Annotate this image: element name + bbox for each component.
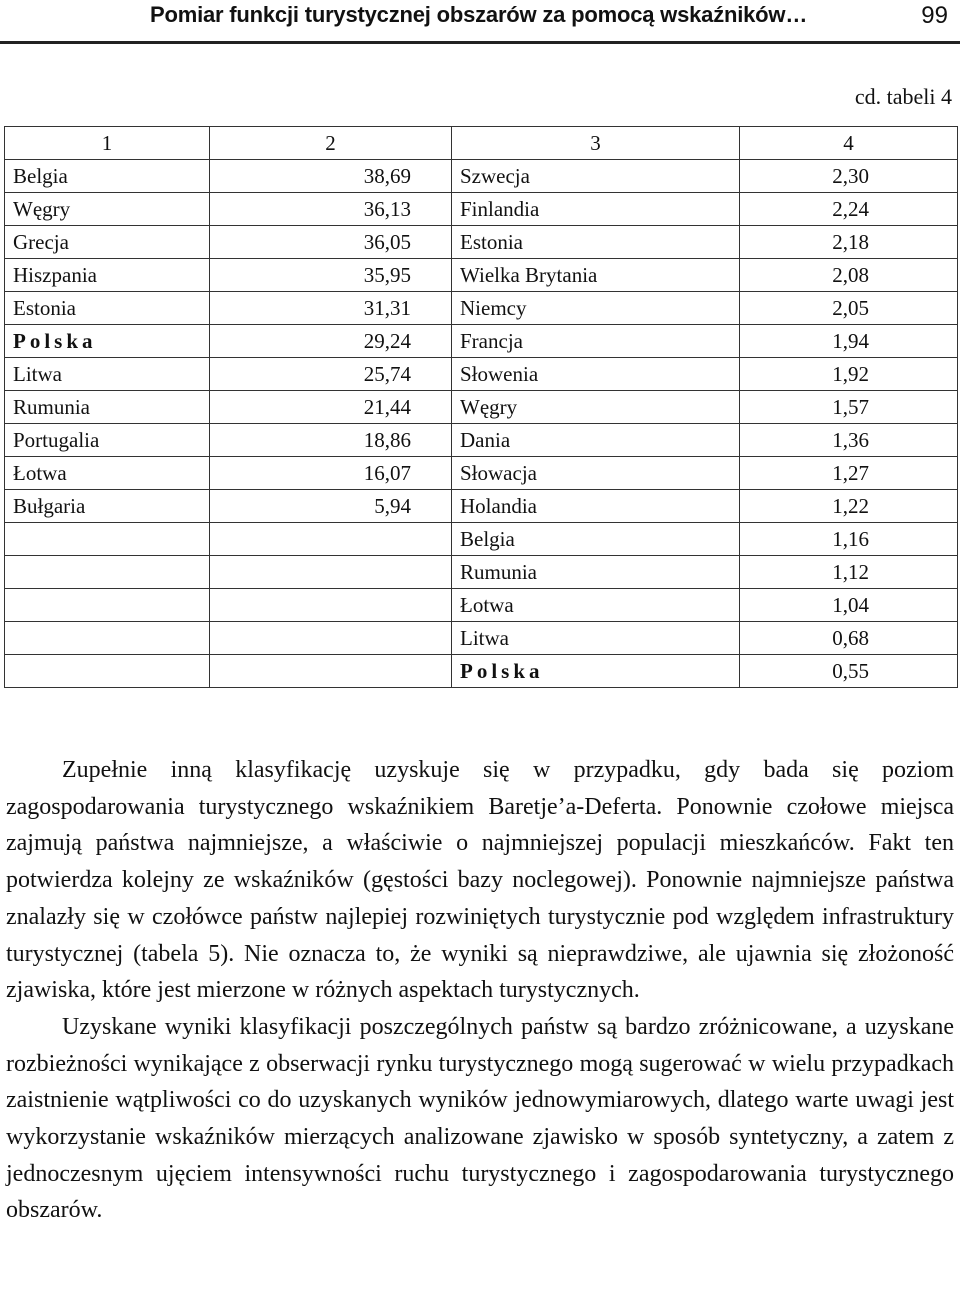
table-row	[5, 226, 958, 259]
table-row	[5, 457, 958, 490]
country-cell: Grecja	[5, 226, 210, 259]
table-row	[5, 358, 958, 391]
value-cell	[210, 523, 452, 556]
paragraph: Uzyskane wyniki klasyfikacji poszczególnych państw są bardzo zróżnicowane, a uzyskane rozbieżności wynikające z obserwacji rynku turystycznego mogą sugerować w wielu przypadkach zaistnienie wątpliwości co do uzyskanych wyników jednowymiarowych, dlatego warte uwagi jest wykorzystanie wskaźników mierzących analizowane zjawisko w sposób syntetyczny, a zatem z jednoczesnym ujęciem intensywności ruchu turystycznego i zagospodarowania turystycznego obszarów.	[6, 1013, 954, 1224]
value-cell: 5,94	[210, 490, 452, 523]
country-cell: Belgia	[5, 160, 210, 193]
table-row	[5, 490, 958, 523]
column-header: 1	[5, 127, 210, 160]
country-cell: Litwa	[452, 622, 740, 655]
country-cell: Węgry	[5, 193, 210, 226]
value-cell: 2,30	[740, 160, 958, 193]
table-row	[5, 523, 958, 556]
value-cell: 2,05	[740, 292, 958, 325]
column-header: 2	[210, 127, 452, 160]
country-cell: Wielka Brytania	[452, 259, 740, 292]
value-cell: 29,24	[210, 325, 452, 358]
value-cell: 36,05	[210, 226, 452, 259]
country-cell: Węgry	[452, 391, 740, 424]
country-cell: Polska	[452, 655, 740, 688]
country-cell: Francja	[452, 325, 740, 358]
country-cell: Dania	[452, 424, 740, 457]
value-cell: 0,68	[740, 622, 958, 655]
table-row	[5, 292, 958, 325]
value-cell: 2,18	[740, 226, 958, 259]
table-row	[5, 259, 958, 292]
value-cell: 38,69	[210, 160, 452, 193]
country-cell: Słowenia	[452, 358, 740, 391]
value-cell: 1,12	[740, 556, 958, 589]
country-cell	[5, 556, 210, 589]
country-cell: Estonia	[452, 226, 740, 259]
table-body	[5, 160, 958, 688]
column-header: 4	[740, 127, 958, 160]
country-cell: Łotwa	[5, 457, 210, 490]
value-cell: 36,13	[210, 193, 452, 226]
table-row	[5, 655, 958, 688]
country-cell: Łotwa	[452, 589, 740, 622]
value-cell	[210, 556, 452, 589]
paragraph: Zupełnie inną klasyfikację uzyskuje się w przypadku, gdy bada się poziom zagospodarowania turystycznego wskaźnikiem Baretje’a-Deferta. Ponownie czołowe miejsca zajmują państwa najmniejsze, a właściwie o najmniejszej populacji mieszkańców. Fakt ten potwierdza kolejny ze wskaźników (gęstości bazy noclegowej). Ponownie najmniejsze państwa znalazły się w czołówce państw najlepiej rozwiniętych turystycznie pod względem infrastruktury turystycznej (tabela 5). Nie oznacza to, że wyniki są nieprawdziwe, ale ujawnia się złożoność zjawiska, które jest mierzone w różnych aspektach turystycznych.	[6, 757, 954, 1004]
table-row	[5, 325, 958, 358]
value-cell	[210, 589, 452, 622]
country-cell	[5, 589, 210, 622]
country-cell: Finlandia	[452, 193, 740, 226]
table-row	[5, 193, 958, 226]
value-cell: 1,36	[740, 424, 958, 457]
country-cell: Belgia	[452, 523, 740, 556]
value-cell: 31,31	[210, 292, 452, 325]
value-cell: 2,24	[740, 193, 958, 226]
value-cell: 1,94	[740, 325, 958, 358]
value-cell: 21,44	[210, 391, 452, 424]
country-cell: Rumunia	[452, 556, 740, 589]
country-cell: Hiszpania	[5, 259, 210, 292]
value-cell: 25,74	[210, 358, 452, 391]
country-cell: Rumunia	[5, 391, 210, 424]
country-cell: Bułgaria	[5, 490, 210, 523]
header-title: Pomiar funkcji turystycznej obszarów za pomocą wskaźników…	[150, 2, 808, 27]
country-cell	[5, 523, 210, 556]
value-cell: 0,55	[740, 655, 958, 688]
value-cell: 1,57	[740, 391, 958, 424]
country-cell: Litwa	[5, 358, 210, 391]
country-cell: Niemcy	[452, 292, 740, 325]
country-cell: Portugalia	[5, 424, 210, 457]
value-cell: 35,95	[210, 259, 452, 292]
table-row	[5, 391, 958, 424]
value-cell	[210, 655, 452, 688]
table-continuation-label: cd. tabeli 4	[854, 84, 952, 109]
running-header	[0, 0, 960, 44]
country-cell: Polska	[5, 325, 210, 358]
value-cell: 1,16	[740, 523, 958, 556]
country-cell: Estonia	[5, 292, 210, 325]
table-header-row	[5, 127, 958, 160]
value-cell	[210, 622, 452, 655]
page-number: 99	[921, 2, 948, 29]
table-row	[5, 589, 958, 622]
column-header: 3	[452, 127, 740, 160]
value-cell: 1,22	[740, 490, 958, 523]
country-cell	[5, 622, 210, 655]
value-cell: 1,92	[740, 358, 958, 391]
value-cell: 1,04	[740, 589, 958, 622]
body-text	[6, 752, 954, 1229]
country-cell: Słowacja	[452, 457, 740, 490]
table-row	[5, 556, 958, 589]
value-cell: 2,08	[740, 259, 958, 292]
country-cell	[5, 655, 210, 688]
value-cell: 1,27	[740, 457, 958, 490]
country-cell: Szwecja	[452, 160, 740, 193]
value-cell: 18,86	[210, 424, 452, 457]
table-row	[5, 622, 958, 655]
data-table	[4, 126, 958, 688]
table-row	[5, 424, 958, 457]
table-row	[5, 160, 958, 193]
country-cell: Holandia	[452, 490, 740, 523]
value-cell: 16,07	[210, 457, 452, 490]
